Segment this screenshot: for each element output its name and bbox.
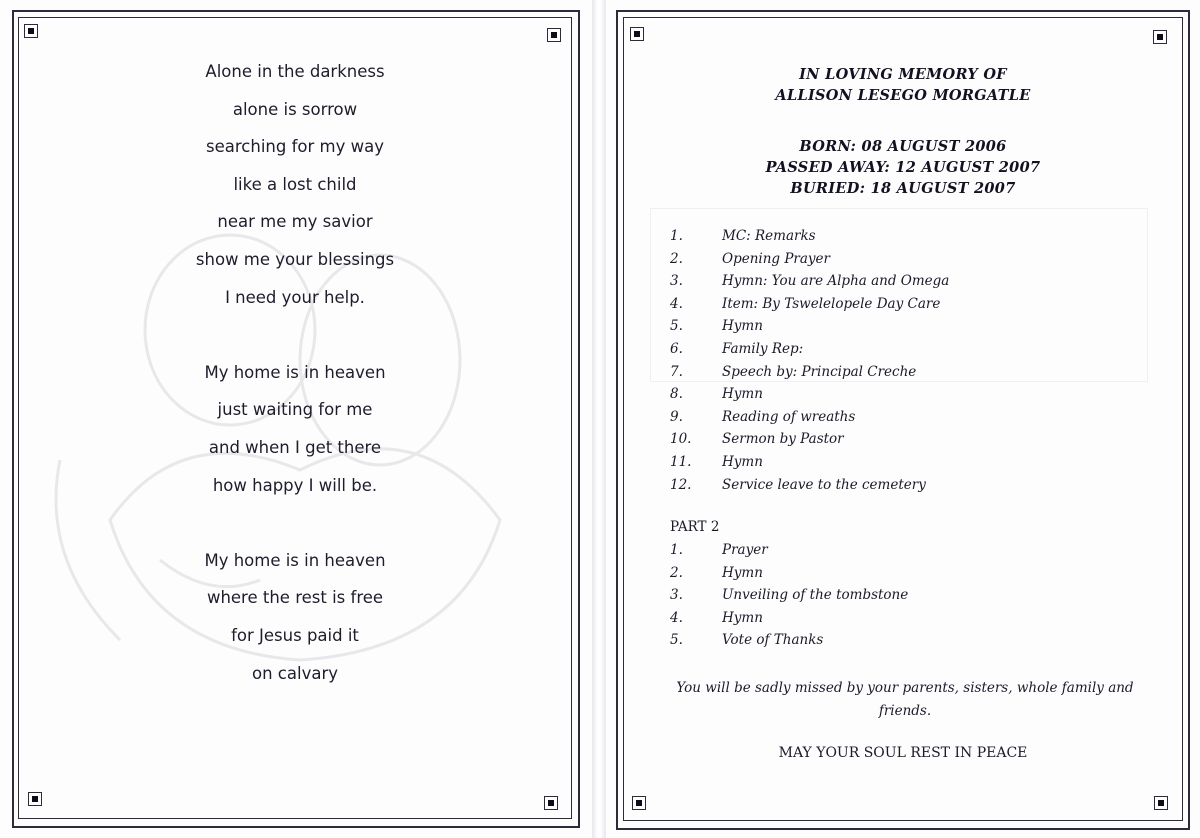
rest-in-peace: MAY YOUR SOUL REST IN PEACE <box>778 745 1028 761</box>
programme-item <box>670 562 1130 585</box>
programme-item <box>670 584 1130 607</box>
item-text: Speech by: Principal Creche <box>722 363 917 380</box>
item-number: 3. <box>670 587 683 604</box>
item-text: Sermon by Pastor <box>722 431 844 448</box>
poem-stanza <box>130 359 460 509</box>
item-text: Hymn <box>722 609 763 626</box>
corner-ornament <box>24 24 38 38</box>
item-number: 6. <box>670 340 683 357</box>
programme-item <box>670 406 1130 429</box>
programme-item <box>670 607 1130 630</box>
item-number: 3. <box>670 273 683 290</box>
item-number: 5. <box>670 318 683 335</box>
programme-item <box>670 293 1130 316</box>
item-text: Reading of wreaths <box>722 408 856 425</box>
item-text: Unveiling of the tombstone <box>722 587 909 604</box>
item-number: 1. <box>670 228 683 244</box>
poem <box>130 58 460 697</box>
memorial-title <box>606 64 1200 106</box>
poem-line: searching for my way <box>206 137 384 157</box>
corner-ornament <box>1153 30 1167 44</box>
poem-line: like a lost child <box>233 174 357 194</box>
item-number: 12. <box>670 476 692 493</box>
poem-line: just waiting for me <box>217 400 373 420</box>
programme-item <box>670 315 1130 338</box>
buried-date: BURIED: 18 AUGUST 2007 <box>790 180 1016 197</box>
poem-line: I need your help. <box>225 287 365 307</box>
corner-ornament <box>28 792 42 806</box>
item-number: 1. <box>670 542 683 558</box>
memorial-dates <box>606 136 1200 199</box>
item-number: 10. <box>670 431 692 448</box>
corner-ornament <box>544 796 558 810</box>
programme-item <box>670 270 1130 293</box>
poem-line: My home is in heaven <box>204 550 386 570</box>
closing-message: You will be sadly missed by your parents, sisters, whole family and friends. <box>676 680 1134 719</box>
poem-stanza <box>130 58 460 321</box>
item-text: Service leave to the cemetery <box>722 476 926 493</box>
item-text: Hymn <box>722 386 763 403</box>
born-date: BORN: 08 AUGUST 2006 <box>799 138 1007 155</box>
deceased-name: ALLISON LESEGO MORGATLE <box>775 87 1031 104</box>
poem-line: how happy I will be. <box>212 475 378 495</box>
programme-item <box>670 248 1130 271</box>
poem-stanza <box>130 547 460 697</box>
item-number: 11. <box>670 453 692 470</box>
item-text: Hymn: You are Alpha and Omega <box>722 273 950 290</box>
programme-item <box>670 451 1130 474</box>
item-text: MC: Remarks <box>722 228 816 244</box>
item-text: Vote of Thanks <box>722 632 824 649</box>
item-number: 9. <box>670 408 683 425</box>
poem-line: near me my savior <box>217 212 373 232</box>
programme-item <box>670 383 1130 406</box>
corner-ornament <box>1154 796 1168 810</box>
item-number: 5. <box>670 632 683 649</box>
item-number: 2. <box>670 250 683 267</box>
programme-item <box>670 338 1130 361</box>
item-text: Hymn <box>722 318 763 335</box>
programme-item <box>670 474 1130 497</box>
poem-line: My home is in heaven <box>204 362 386 382</box>
item-text: Opening Prayer <box>722 250 830 267</box>
part2-title: PART 2 <box>670 519 720 535</box>
poem-line: on calvary <box>252 663 338 683</box>
page-fold <box>592 0 606 838</box>
poem-line: for Jesus paid it <box>231 625 359 645</box>
item-number: 7. <box>670 363 683 380</box>
programme-item <box>670 428 1130 451</box>
corner-ornament <box>632 796 646 810</box>
memorial-heading: IN LOVING MEMORY OF <box>799 66 1007 83</box>
item-text: Item: By Tswelelopele Day Care <box>722 295 941 312</box>
item-number: 2. <box>670 564 683 581</box>
corner-ornament <box>547 28 561 42</box>
item-number: 4. <box>670 295 683 312</box>
programme-list <box>670 225 1130 496</box>
programme-item <box>670 539 1130 562</box>
poem-line: show me your blessings <box>195 249 395 269</box>
item-text: Hymn <box>722 453 763 470</box>
programme-item <box>670 629 1130 652</box>
left-page <box>0 0 592 838</box>
programme-item <box>670 225 1130 248</box>
poem-line: Alone in the darkness <box>205 62 385 81</box>
item-number: 4. <box>670 609 683 626</box>
part2-list <box>670 515 1130 652</box>
item-text: Family Rep: <box>722 340 804 357</box>
item-text: Hymn <box>722 564 763 581</box>
corner-ornament <box>630 27 644 41</box>
poem-line: alone is sorrow <box>232 99 358 119</box>
poem-line: where the rest is free <box>206 588 384 608</box>
item-number: 8. <box>670 386 683 403</box>
programme-item <box>670 361 1130 384</box>
item-text: Prayer <box>722 542 768 558</box>
passed-away-date: PASSED AWAY: 12 AUGUST 2007 <box>765 159 1041 176</box>
poem-line: and when I get there <box>208 437 382 457</box>
